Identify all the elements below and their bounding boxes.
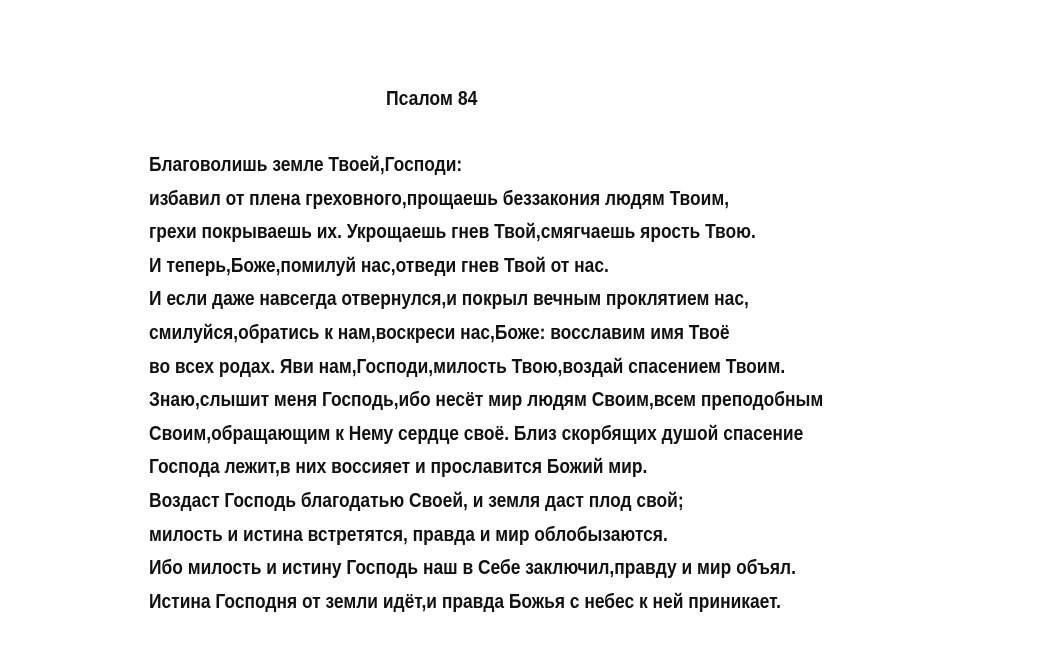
text-line: во всех родах. Яви нам,Господи,милость Твою,воздай спасением Твоим. <box>149 355 786 378</box>
document-title: Псалом 84 <box>386 88 478 110</box>
text-line: Господа лежит,в них воссияет и прославится Божий мир. <box>149 456 648 479</box>
text-line: И если даже навсегда отвернулся,и покрыл вечным проклятием нас, <box>149 288 749 311</box>
text-line: смилуйся,обратись к нам,воскреси нас,Боже: восславим имя Твоё <box>149 321 730 344</box>
text-line: Знаю,слышит меня Господь,ибо несёт мир людям Своим,всем преподобным <box>149 389 824 412</box>
text-line: грехи покрываешь их. Укрощаешь гнев Твой,смягчаешь ярость Твою. <box>149 221 756 244</box>
text-line: Ибо милость и истину Господь наш в Себе заключил,правду и мир объял. <box>149 557 796 580</box>
text-line: Благоволишь земле Твоей,Господи: <box>149 154 463 176</box>
text-line: Своим,обращающим к Нему сердце своё. Близ скорбящих душой спасение <box>149 422 804 445</box>
text-line: Истина Господня от земли идёт,и правда Божья с небес к ней приникает. <box>149 590 781 613</box>
text-line: И теперь,Боже,помилуй нас,отведи гнев Твой от нас. <box>149 254 609 277</box>
text-line: Воздаст Господь благодатью Своей, и земля даст плод свой; <box>149 489 684 512</box>
psalm-text <box>149 152 924 622</box>
text-line: милость и истина встретятся, правда и мир облобызаются. <box>149 523 668 546</box>
text-line: избавил от плена греховного,прощаешь беззакония людям Твоим, <box>149 187 730 210</box>
